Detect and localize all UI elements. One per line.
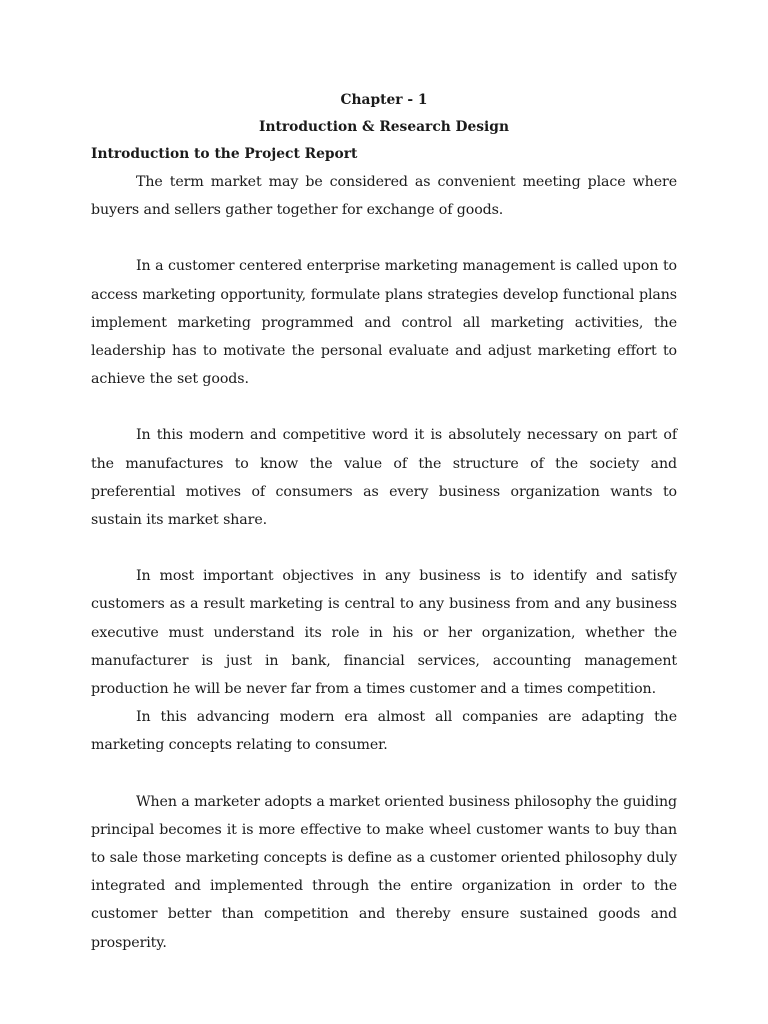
paragraph-4: In most important objectives in any business is to identify and satisfy customers as a result marketing is central to any business from and any business executive must understand its role in his or her organization, whether the manufacturer is just in bank, financial services, accounting management production he will be never far from a times customer and a times competition.	[91, 568, 677, 698]
paragraph-1: The term market may be considered as convenient meeting place where buyers and sellers gather together for exchange of goods.	[91, 174, 677, 219]
paragraph-gap	[91, 534, 677, 562]
chapter-title: Chapter - 1	[340, 92, 428, 108]
paragraph-gap	[91, 224, 677, 252]
chapter-subtitle: Introduction & Research Design	[259, 119, 509, 135]
paragraph-5: In this advancing modern era almost all companies are adapting the marketing concepts relating to consumer.	[91, 709, 677, 754]
paragraph-3: In this modern and competitive word it is absolutely necessary on part of the manufactures to know the value of the structure of the society and preferential motives of consumers as every business organization wants to sustain its market share.	[91, 427, 677, 529]
paragraph-gap	[91, 393, 677, 421]
section-heading: Introduction to the Project Report	[91, 146, 358, 162]
paragraph-6: When a marketer adopts a market oriented business philosophy the guiding principal becomes it is more effective to make wheel customer wants to buy than to sale those marketing concepts is define as a customer oriented philosophy duly integrated and implemented through the entire organization in order to the customer better than competition and thereby ensure sustained goods and prosperity.	[91, 793, 677, 951]
document-page	[91, 88, 677, 957]
paragraph-2: In a customer centered enterprise marketing management is called upon to access marketing opportunity, formulate plans strategies develop functional plans implement marketing programmed and control all marketing activities, the leadership has to motivate the personal evaluate and adjust marketing effort to achieve the set goods.	[91, 258, 677, 388]
paragraph-gap	[91, 760, 677, 788]
